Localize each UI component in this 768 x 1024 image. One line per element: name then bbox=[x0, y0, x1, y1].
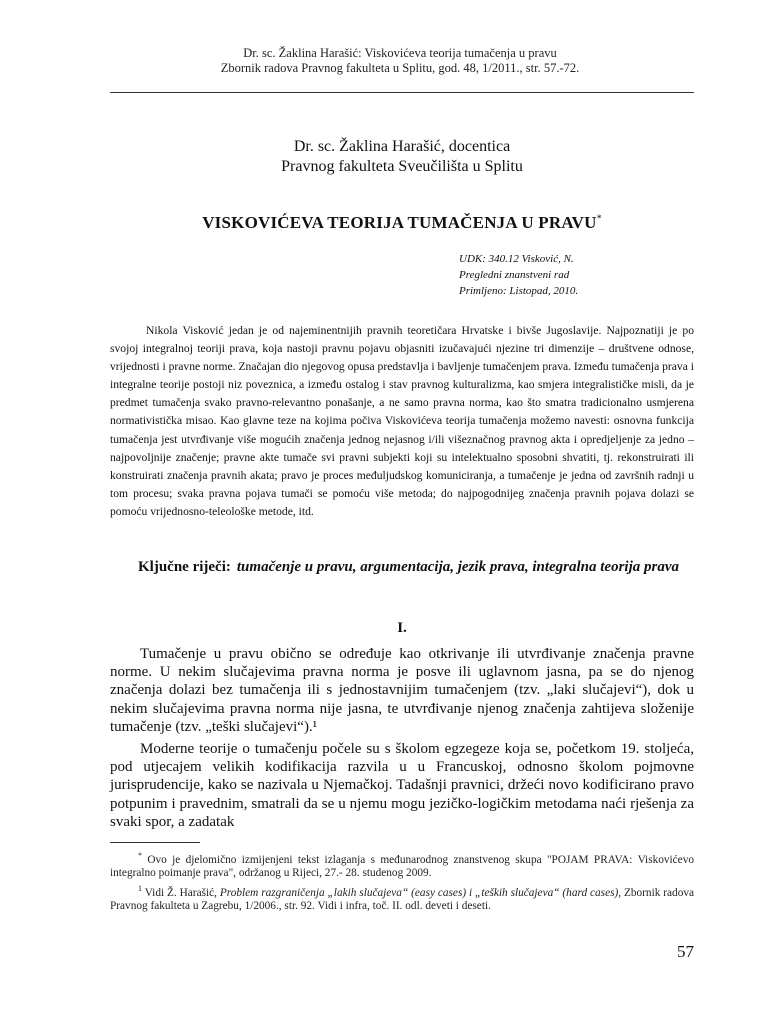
footnote-1-prefix: Vidi Ž. Harašić, bbox=[144, 886, 220, 899]
running-head bbox=[110, 46, 690, 76]
paper-type: Pregledni znanstveni rad bbox=[459, 269, 570, 281]
abstract-text: Nikola Visković jedan je od najeminentnijih pravnih teoretičara Hrvatske i bivše Jugoslavije. Najpoznatiji je po svojoj integralnoj teoriji prava, koja nastoji pravnu pojavu objasniti izučavajući njezine tri dimenzije – društvene odnose, vrijednosti i pravne norme. Značajan dio njegovog opusa predstavlja i bavljenje tumačenjem prava. Između tumačenja prava i integralne teorije postoji niz poveznica, a između ostalog i stav pravnog kulturalizma, kao smjera integralističke misli, da je predmet tumačenja svako pravno-relevantno ponašanje, a ne samo pravna norma, kao što smatra tradicionalno usmjerena normativistička misao. Kao glavne teze na kojima počiva Viskovićeva teorija tumačenja možemo navesti: osnovna funkcija tumačenja jest utvrđivanje više mogućih značenja jednog nejasnog i/ili višeznačnog pravnog akta i opredjeljenje za jedno – najpovoljnije značenje; pravne akte tumače svi pravni subjekti koji su intelektualno sposobni shvatiti, tj. rekonstruirati ili konstruirati značenja pravnih akata; pravo je proces međuljudskog komuniciranja, a tumačenje je jedna od završnih radnji u tom procesu; svaka pravna pojava tumači se pomoću više metoda; do najpogodnijeg značenja pravnih pojava dolazi se pomoću vrijednosno-teleološke metode, itd. bbox=[110, 324, 694, 518]
author-affiliation: Pravnog fakulteta Sveučilišta u Splitu bbox=[281, 158, 523, 175]
footnote-star-marker: * bbox=[138, 851, 142, 860]
abstract bbox=[110, 322, 694, 521]
running-head-line-2: Zbornik radova Pravnog fakulteta u Splitu, god. 48, 1/2011., str. 57.-72. bbox=[220, 61, 580, 75]
keywords bbox=[138, 558, 694, 576]
footnote-1-cited-title: Problem razgraničenja „lakih slučajeva“ (easy cases) i „teških slučajeva“ (hard cases) bbox=[219, 886, 619, 899]
footnote-1-suffix: , Zbornik radova Pravnog fakulteta u Zagrebu, 1/2006., str. 92. Vidi i infra, toč. II. odl. deveti i deseti. bbox=[110, 886, 695, 913]
title-footnote-marker: * bbox=[596, 213, 602, 225]
footnotes bbox=[110, 849, 694, 915]
footnote-1-marker: 1 bbox=[138, 884, 142, 894]
header-rule bbox=[110, 92, 694, 93]
keywords-terms: tumačenje u pravu, argumentacija, jezik prava, integralna teorija prava bbox=[236, 559, 679, 575]
running-head-line-1: Dr. sc. Žaklina Harašić: Viskovićeva teorija tumačenja u pravu bbox=[243, 46, 557, 60]
author-name: Dr. sc. Žaklina Harašić, docentica bbox=[293, 138, 511, 155]
body-text bbox=[110, 645, 694, 835]
footnote-1 bbox=[110, 882, 694, 913]
paper-metadata bbox=[459, 251, 699, 299]
footnote-star bbox=[110, 849, 694, 880]
body-paragraph-1: Tumačenje u pravu obično se određuje kao otkrivanje ili utvrđivanje značenja pravne norme. U nekim slučajevima pravna norma je posve ili uglavnom jasna, pa se do njenog značenja dolazi bez tumačenja ili s jednostavnijim tumačenjem (tzv. „laki slučajevi“), dok u nekim slučajevima pravna norma nije jasna, te utvrđivanje njenog značenja zahtijeva složenije tumačenje (tzv. „teški slučajevi“).¹ bbox=[110, 646, 694, 735]
author-block bbox=[110, 137, 694, 177]
footnote-rule bbox=[110, 842, 200, 843]
paper-title-text: VISKOVIĆEVA TEORIJA TUMAČENJA U PRAVU bbox=[202, 213, 597, 232]
udk-code: UDK: 340.12 Visković, N. bbox=[459, 253, 574, 265]
keywords-label: Ključne riječi: bbox=[138, 559, 231, 575]
received-date: Primljeno: Listopad, 2010. bbox=[459, 285, 579, 297]
page-number: 57 bbox=[677, 942, 694, 961]
paper-title bbox=[110, 213, 694, 233]
body-paragraph-2: Moderne teorije o tumačenju počele su s školom egzegeze koja se, početkom 19. stoljeća, pod utjecajem velikih kodifikacija razvila u u Francuskoj, odnosno školom pojmovne jurisprudencije, kako se nazivala u Njemačkoj. Tadašnji pravnici, držeći novo kodificirano pravo potpunim i pravednim, smatrali da se u njemu mogu jezičko-logičkim metodama naći rješenja za svaki spor, a zadatak bbox=[110, 741, 694, 830]
section-heading: I. bbox=[397, 620, 407, 636]
footnote-star-text: Ovo je djelomično izmijenjeni tekst izlaganja s međunarodnog znanstvenog skupa "POJAM PRAVA: Viskovićevo integralno poimanje prava", održanog u Rijeci, 27.- 28. studenog 2009. bbox=[110, 853, 694, 879]
